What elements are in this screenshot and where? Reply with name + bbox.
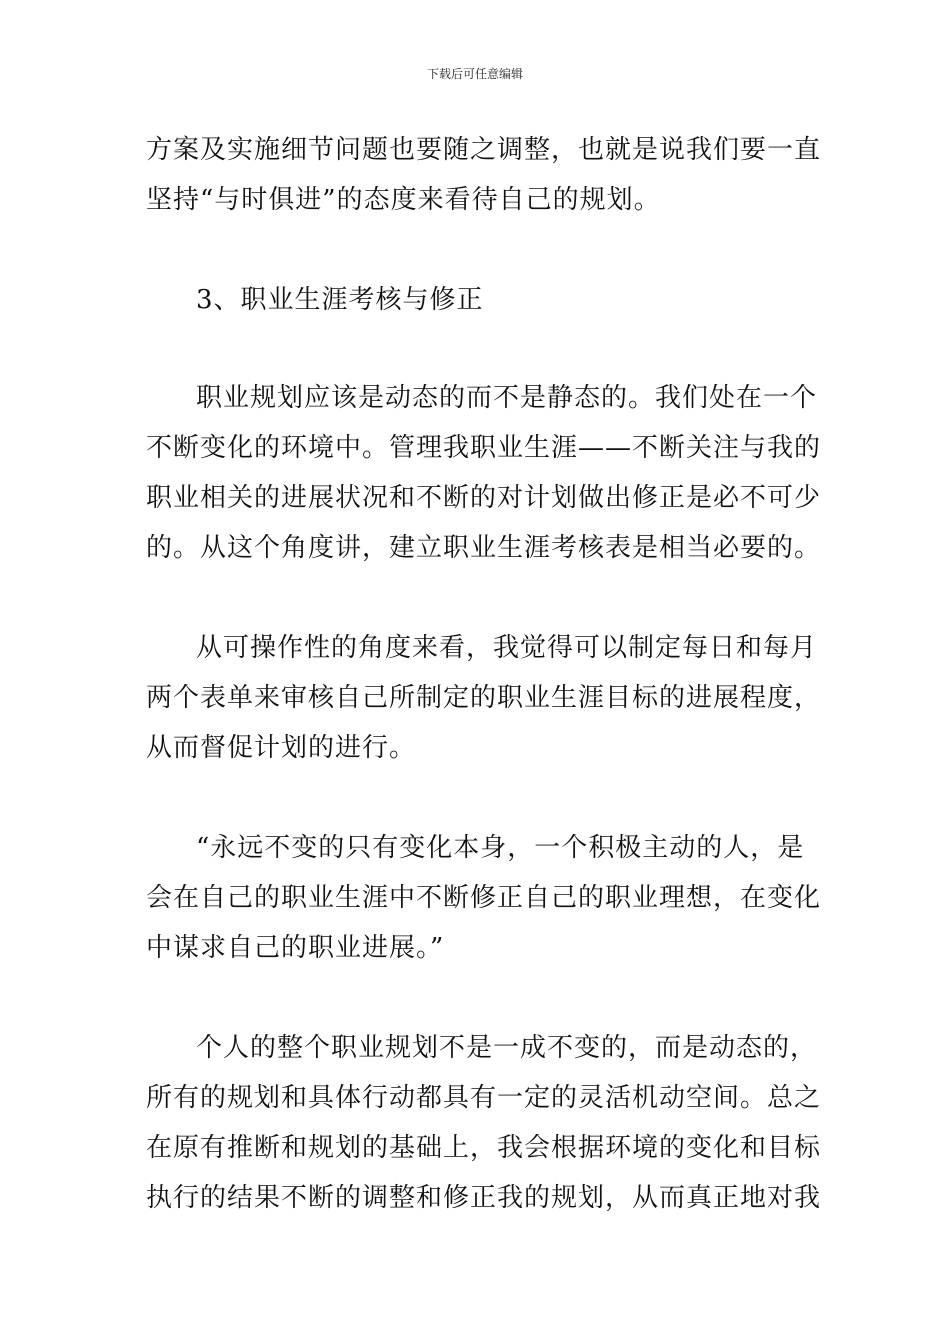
paragraph-3-line-1: 职业规划应该是动态的而不是静态的。我们处在一个 — [196, 383, 818, 413]
paragraph-5-line-1: “永远不变的只有变化本身，一个积极主动的人，是 — [196, 833, 805, 863]
paragraph-4-line-2: 两个表单来审核自己所制定的职业生涯目标的进展程度， — [146, 683, 822, 713]
paragraph-4-line-3: 从而督促计划的进行。 — [146, 733, 417, 763]
paragraph-3-line-2: 不断变化的环境中。管理我职业生涯——不断关注与我的 — [146, 433, 822, 463]
paragraph-6-line-3: 在原有推断和规划的基础上，我会根据环境的变化和目标 — [146, 1133, 822, 1163]
paragraph-1-line-2: 坚持“与时俱进”的态度来看待自己的规划。 — [146, 185, 661, 215]
paragraph-6-line-2: 所有的规划和具体行动都具有一定的灵活机动空间。总之 — [146, 1083, 822, 1113]
paragraph-5-line-3: 中谋求自己的职业进展。” — [146, 933, 445, 963]
paragraph-6-line-4: 执行的结果不断的调整和修正我的规划，从而真正地对我 — [146, 1183, 822, 1213]
page-header: 下载后可任意编辑 — [426, 67, 523, 81]
paragraph-3-line-4: 的。从这个角度讲，建立职业生涯考核表是相当必要的。 — [146, 533, 822, 563]
paragraph-1-line-1: 方案及实施细节问题也要随之调整，也就是说我们要一直 — [146, 135, 822, 165]
paragraph-6-line-1: 个人的整个职业规划不是一成不变的，而是动态的， — [196, 1033, 818, 1063]
section-heading: 3、职业生涯考核与修正 — [196, 285, 484, 315]
paragraph-4-line-1: 从可操作性的角度来看，我觉得可以制定每日和每月 — [196, 633, 818, 663]
paragraph-3-line-3: 职业相关的进展状况和不断的对计划做出修正是必不可少 — [146, 483, 822, 513]
paragraph-5-line-2: 会在自己的职业生涯中不断修正自己的职业理想，在变化 — [146, 883, 822, 913]
